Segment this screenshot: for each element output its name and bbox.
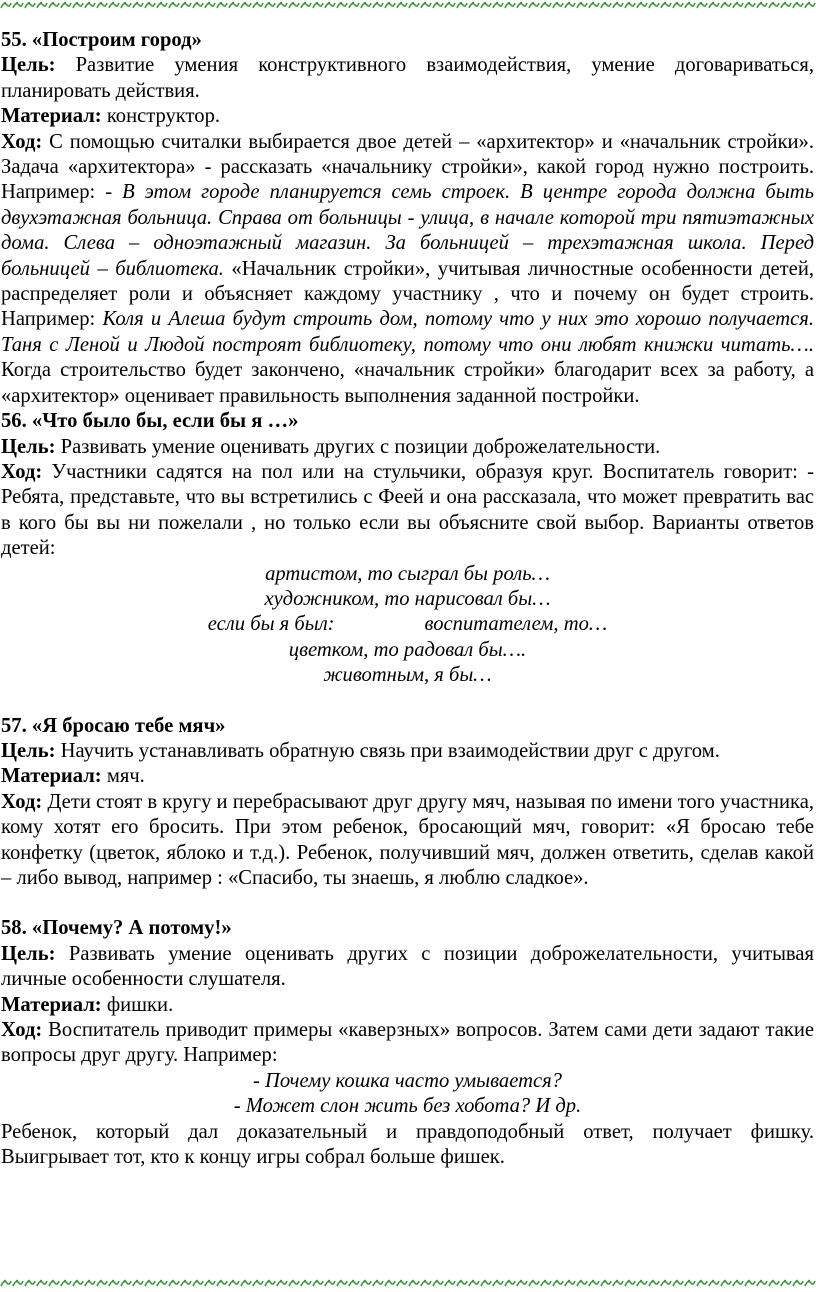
answer-variant-5: [1, 663, 814, 688]
game-57-move: [1, 790, 814, 892]
game-55-title: 55. «Построим город»: [1, 29, 202, 51]
goal-text: Развивать умение оценивать других с позиции доброжелательности, учитывая личные особенности слушателя.: [1, 942, 814, 991]
variant-text: артистом, то сыграл бы роль…: [265, 562, 550, 585]
move-example-italic-2: Коля и Алеша будут строить дом, потому что у них это хорошо получается. Таня с Леной и Людой построят библиотеку, потому что они любят книжки читать….: [1, 308, 815, 356]
move-text-end: Когда строительство будет закончено, «начальник стройки» благодарит всех за работу, а «архитектор» оценивает правильность выполнения заданной постройки.: [1, 359, 814, 407]
material-text: мяч.: [101, 765, 145, 788]
goal-text: Развивать умение оценивать других с позиции доброжелательности.: [55, 435, 661, 458]
move-label: Ход:: [1, 460, 43, 483]
goal-label: Цель:: [1, 435, 56, 458]
goal-text: Научить устанавливать обратную связь при взаимодействии друг с другом.: [55, 739, 720, 762]
vine-border-top-icon: [0, 0, 816, 10]
goal-label: Цель:: [1, 739, 56, 762]
game-58-material: [1, 993, 814, 1018]
question-text: - Почему кошка часто умывается?: [253, 1069, 562, 1092]
material-label: Материал:: [1, 105, 102, 128]
move-label: Ход:: [1, 130, 43, 153]
variant-text: цветком, то радовал бы….: [288, 638, 527, 661]
question-text: - Может слон жить без хобота? И др.: [233, 1095, 582, 1118]
move-text-cont: «Начальник стройки», учитывая личностные особенности детей, распределяет роли и объясняет каждому участнику , что и почему он будет строить. Например:: [1, 257, 814, 331]
variant-text: художником, то нарисовал бы…: [264, 587, 551, 610]
game-58-ending: Ребенок, который дал доказательный и правдоподобный ответ, получает фишку. Выигрывает тот, кто к концу игры собрал больше фишек.: [1, 1120, 814, 1169]
game-55-move: [1, 130, 814, 409]
example-question-2: [1, 1094, 814, 1119]
game-55-material: [1, 104, 814, 129]
move-label: Ход:: [1, 790, 43, 813]
move-text: С помощью считалки выбирается двое детей – «архитектор» и «начальник стройки». Задача «архитектора» - рассказать «начальнику стройки», какой город нужно построить. Например: -: [1, 130, 814, 204]
game-58-move: [1, 1018, 814, 1069]
spacer: [1, 891, 814, 916]
vine-border-bottom-icon: [0, 1278, 816, 1288]
decorative-border-top: [0, 0, 816, 10]
move-text: Участники садятся на пол или на стульчики, образуя круг. Воспитатель говорит: - Ребята, представьте, что вы встретились с Феей и она рассказала, что может превратить вас в кого бы вы ни пожелали , но только если вы объясните свой выбор. Варианты ответов детей:: [1, 460, 814, 560]
game-55-goal: [1, 53, 814, 104]
goal-text: Развитие умения конструктивного взаимодействия, умение договариваться, планировать действия.: [1, 54, 814, 102]
move-text: Воспитатель приводит примеры «каверзных» вопросов. Затем сами дети задают такие вопросы друг другу. Например:: [1, 1019, 814, 1067]
answer-variant-2: [1, 587, 814, 612]
material-label: Материал:: [1, 765, 102, 788]
goal-label: Цель:: [1, 54, 56, 77]
variant-lead: если бы я был:: [207, 613, 335, 636]
variant-text: воспитателем, то…: [424, 613, 608, 636]
game-56-title: 56. «Что было бы, если бы я …»: [1, 410, 299, 433]
material-label: Материал:: [1, 993, 102, 1016]
decorative-border-bottom: [0, 1278, 816, 1288]
game-56-move: [1, 460, 814, 562]
game-58-goal: [1, 942, 814, 993]
game-57-goal: [1, 739, 814, 764]
answer-variant-1: [1, 562, 814, 587]
variant-text: животным, я бы…: [323, 664, 492, 687]
goal-label: Цель:: [1, 942, 56, 965]
move-text: Дети стоят в кругу и перебрасывают друг другу мяч, называя по имени того участника, кому хотят его бросить. При этом ребенок, бросающий мяч, говорит: «Я бросаю тебе конфетку (цветок, яблоко и т.д.). Ребенок, получивший мяч, должен ответить, сделав какой – либо вывод, например : «Спасибо, ты знаешь, я люблю сладкое».: [1, 790, 814, 889]
move-example-italic: В этом городе планируется семь строек. В центре города должна быть двухэтажная больница. Справа от больницы - улица, в начале которой три пятиэтажных дома. Слева – одноэтажный магазин. За больницей – трехэтажная школа. Перед больницей – библиотека.: [1, 181, 814, 280]
material-text: конструктор.: [101, 105, 221, 128]
game-57-title: 57. «Я бросаю тебе мяч»: [1, 714, 226, 737]
move-label: Ход:: [1, 1019, 43, 1042]
game-57-material: [1, 764, 814, 789]
spacer: [1, 689, 814, 714]
game-56-goal: [1, 435, 814, 460]
document-body: [1, 28, 814, 1170]
game-58-title: 58. «Почему? А потому!»: [1, 917, 232, 940]
example-question-1: [1, 1069, 814, 1094]
material-text: фишки.: [101, 993, 174, 1016]
answer-variant-3: [1, 612, 814, 637]
answer-variant-4: [1, 638, 814, 663]
